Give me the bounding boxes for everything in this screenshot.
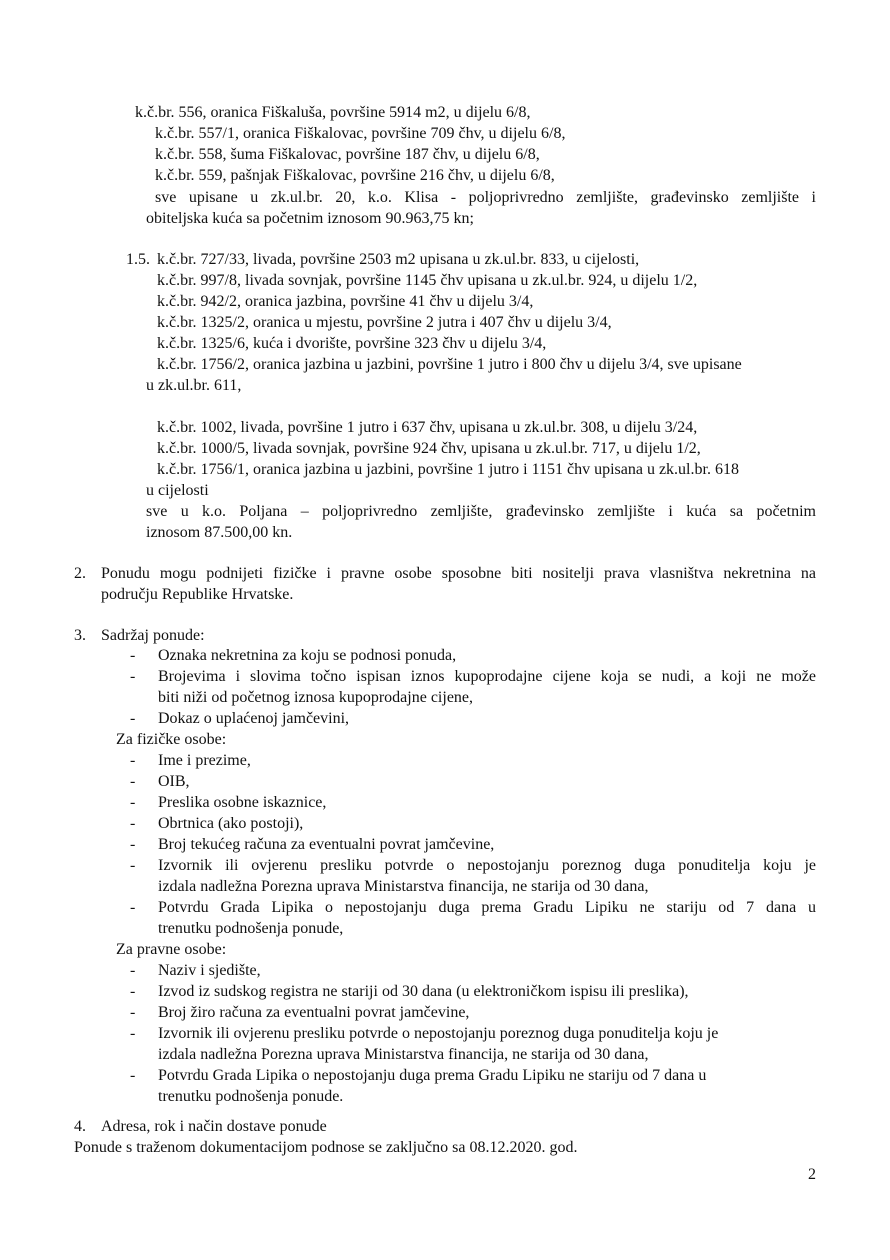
dash-bullet: - — [130, 983, 136, 1000]
dash-bullet: - — [130, 899, 136, 916]
dash-bullet: - — [130, 710, 136, 727]
dash-bullet: - — [130, 773, 136, 790]
parcel-line: k.č.br. 1000/5, livada sovnjak, površine 924 čhv, upisana u zk.ul.br. 717, u dijelu 1/2, — [157, 440, 701, 457]
section-number: 1.5. — [126, 251, 150, 268]
list-item-text: Izvornik ili ovjerenu presliku potvrde o nepostojanju poreznog duga ponuditelja koju je — [158, 857, 816, 874]
list-item-text: Izvod iz sudskog registra ne stariji od 30 dana (u elektroničkom ispisu ili preslika), — [158, 983, 689, 1000]
parcel-line: u cijelosti — [146, 482, 209, 499]
parcel-line: k.č.br. 997/8, livada sovnjak, površine 1145 čhv upisana u zk.ul.br. 924, u dijelu 1/2, — [157, 272, 698, 289]
dash-bullet: - — [130, 1025, 136, 1042]
parcel-line: k.č.br. 558, šuma Fiškalovac, površine 187 čhv, u dijelu 6/8, — [155, 146, 540, 163]
list-item-text: Ime i prezime, — [158, 752, 251, 769]
dash-bullet: - — [130, 1067, 136, 1084]
section-number: 4. — [74, 1118, 86, 1135]
section-title: Adresa, rok i način dostave ponude — [101, 1118, 327, 1135]
list-item-text: Obrtnica (ako postoji), — [158, 815, 304, 832]
dash-bullet: - — [130, 857, 136, 874]
dash-bullet: - — [130, 647, 136, 664]
list-item-text: Oznaka nekretnina za koju se podnosi ponuda, — [158, 647, 457, 664]
subsection-label: Za fizičke osobe: — [116, 731, 227, 748]
subsection-label: Za pravne osobe: — [116, 941, 227, 958]
list-item-text: trenutku podnošenja ponude. — [158, 1088, 344, 1105]
section-number: 2. — [74, 565, 86, 582]
summary-line: iznosom 87.500,00 kn. — [146, 524, 293, 541]
parcel-line: k.č.br. 1756/2, oranica jazbina u jazbini, površine 1 jutro i 800 čhv u dijelu 3/4, sve upisane — [157, 356, 742, 373]
list-item-text: Potvrdu Grada Lipika o nepostojanju duga prema Gradu Lipiku ne stariju od 7 dana u — [158, 899, 816, 916]
parcel-line: k.č.br. 1756/1, oranica jazbina u jazbini, površine 1 jutro i 1151 čhv upisana u zk.ul.br. 618 — [157, 461, 739, 478]
list-item-text: biti niži od početnog iznosa kupoprodajne cijene, — [158, 689, 474, 706]
paragraph-line: području Republike Hrvatske. — [101, 586, 294, 603]
paragraph-line: Ponudu mogu podnijeti fizičke i pravne osobe sposobne biti nositelji prava vlasništva nekretnina na — [101, 565, 816, 582]
summary-line: sve upisane u zk.ul.br. 20, k.o. Klisa - poljoprivredno zemljište, građevinsko zemljište i — [155, 189, 816, 206]
parcel-line: k.č.br. 559, pašnjak Fiškalovac, površine 216 čhv, u dijelu 6/8, — [155, 167, 555, 184]
parcel-line: k.č.br. 727/33, livada, površine 2503 m2 upisana u zk.ul.br. 833, u cijelosti, — [157, 251, 640, 268]
list-item-text: Izvornik ili ovjerenu presliku potvrde o nepostojanju poreznog duga ponuditelja koju je — [158, 1025, 719, 1042]
parcel-line: k.č.br. 1002, livada, površine 1 jutro i 637 čhv, upisana u zk.ul.br. 308, u dijelu 3/24, — [157, 419, 698, 436]
list-item-text: Broj tekućeg računa za eventualni povrat jamčevine, — [158, 836, 495, 853]
dash-bullet: - — [130, 836, 136, 853]
dash-bullet: - — [130, 815, 136, 832]
section-number: 3. — [74, 627, 86, 644]
summary-line: obiteljska kuća sa početnim iznosom 90.963,75 kn; — [146, 210, 474, 227]
list-item-text: Broj žiro računa za eventualni povrat jamčevine, — [158, 1004, 470, 1021]
section-title: Sadržaj ponude: — [101, 627, 205, 644]
list-item-text: trenutku podnošenja ponude, — [158, 920, 344, 937]
list-item-text: Potvrdu Grada Lipika o nepostojanju duga prema Gradu Lipiku ne stariju od 7 dana u — [158, 1067, 707, 1084]
list-item-text: Naziv i sjedište, — [158, 962, 261, 979]
paragraph-line: Ponude s traženom dokumentacijom podnose se zaključno sa 08.12.2020. god. — [74, 1139, 578, 1156]
parcel-line: k.č.br. 1325/6, kuća i dvorište, površine 323 čhv u dijelu 3/4, — [157, 335, 547, 352]
dash-bullet: - — [130, 1004, 136, 1021]
list-item-text: OIB, — [158, 773, 190, 790]
dash-bullet: - — [130, 962, 136, 979]
list-item-text: izdala nadležna Porezna uprava Ministarstva financija, ne starija od 30 dana, — [158, 878, 649, 895]
dash-bullet: - — [130, 668, 136, 685]
parcel-line: k.č.br. 1325/2, oranica u mjestu, površine 2 jutra i 407 čhv u dijelu 3/4, — [157, 314, 612, 331]
page-number: 2 — [808, 1166, 816, 1183]
parcel-line: k.č.br. 557/1, oranica Fiškalovac, površine 709 čhv, u dijelu 6/8, — [155, 125, 566, 142]
parcel-line: k.č.br. 942/2, oranica jazbina, površine 41 čhv u dijelu 3/4, — [157, 293, 534, 310]
parcel-line: u zk.ul.br. 611, — [146, 377, 242, 394]
summary-line: sve u k.o. Poljana – poljoprivredno zemljište, građevinsko zemljište i kuća sa početnim — [146, 503, 816, 520]
dash-bullet: - — [130, 794, 136, 811]
list-item-text: izdala nadležna Porezna uprava Ministarstva financija, ne starija od 30 dana, — [158, 1046, 649, 1063]
list-item-text: Preslika osobne iskaznice, — [158, 794, 327, 811]
dash-bullet: - — [130, 752, 136, 769]
list-item-text: Brojevima i slovima točno ispisan iznos kupoprodajne cijene koja se nudi, a koji ne može — [158, 668, 816, 685]
list-item-text: Dokaz o uplaćenoj jamčevini, — [158, 710, 350, 727]
parcel-line: k.č.br. 556, oranica Fiškaluša, površine 5914 m2, u dijelu 6/8, — [135, 104, 531, 121]
